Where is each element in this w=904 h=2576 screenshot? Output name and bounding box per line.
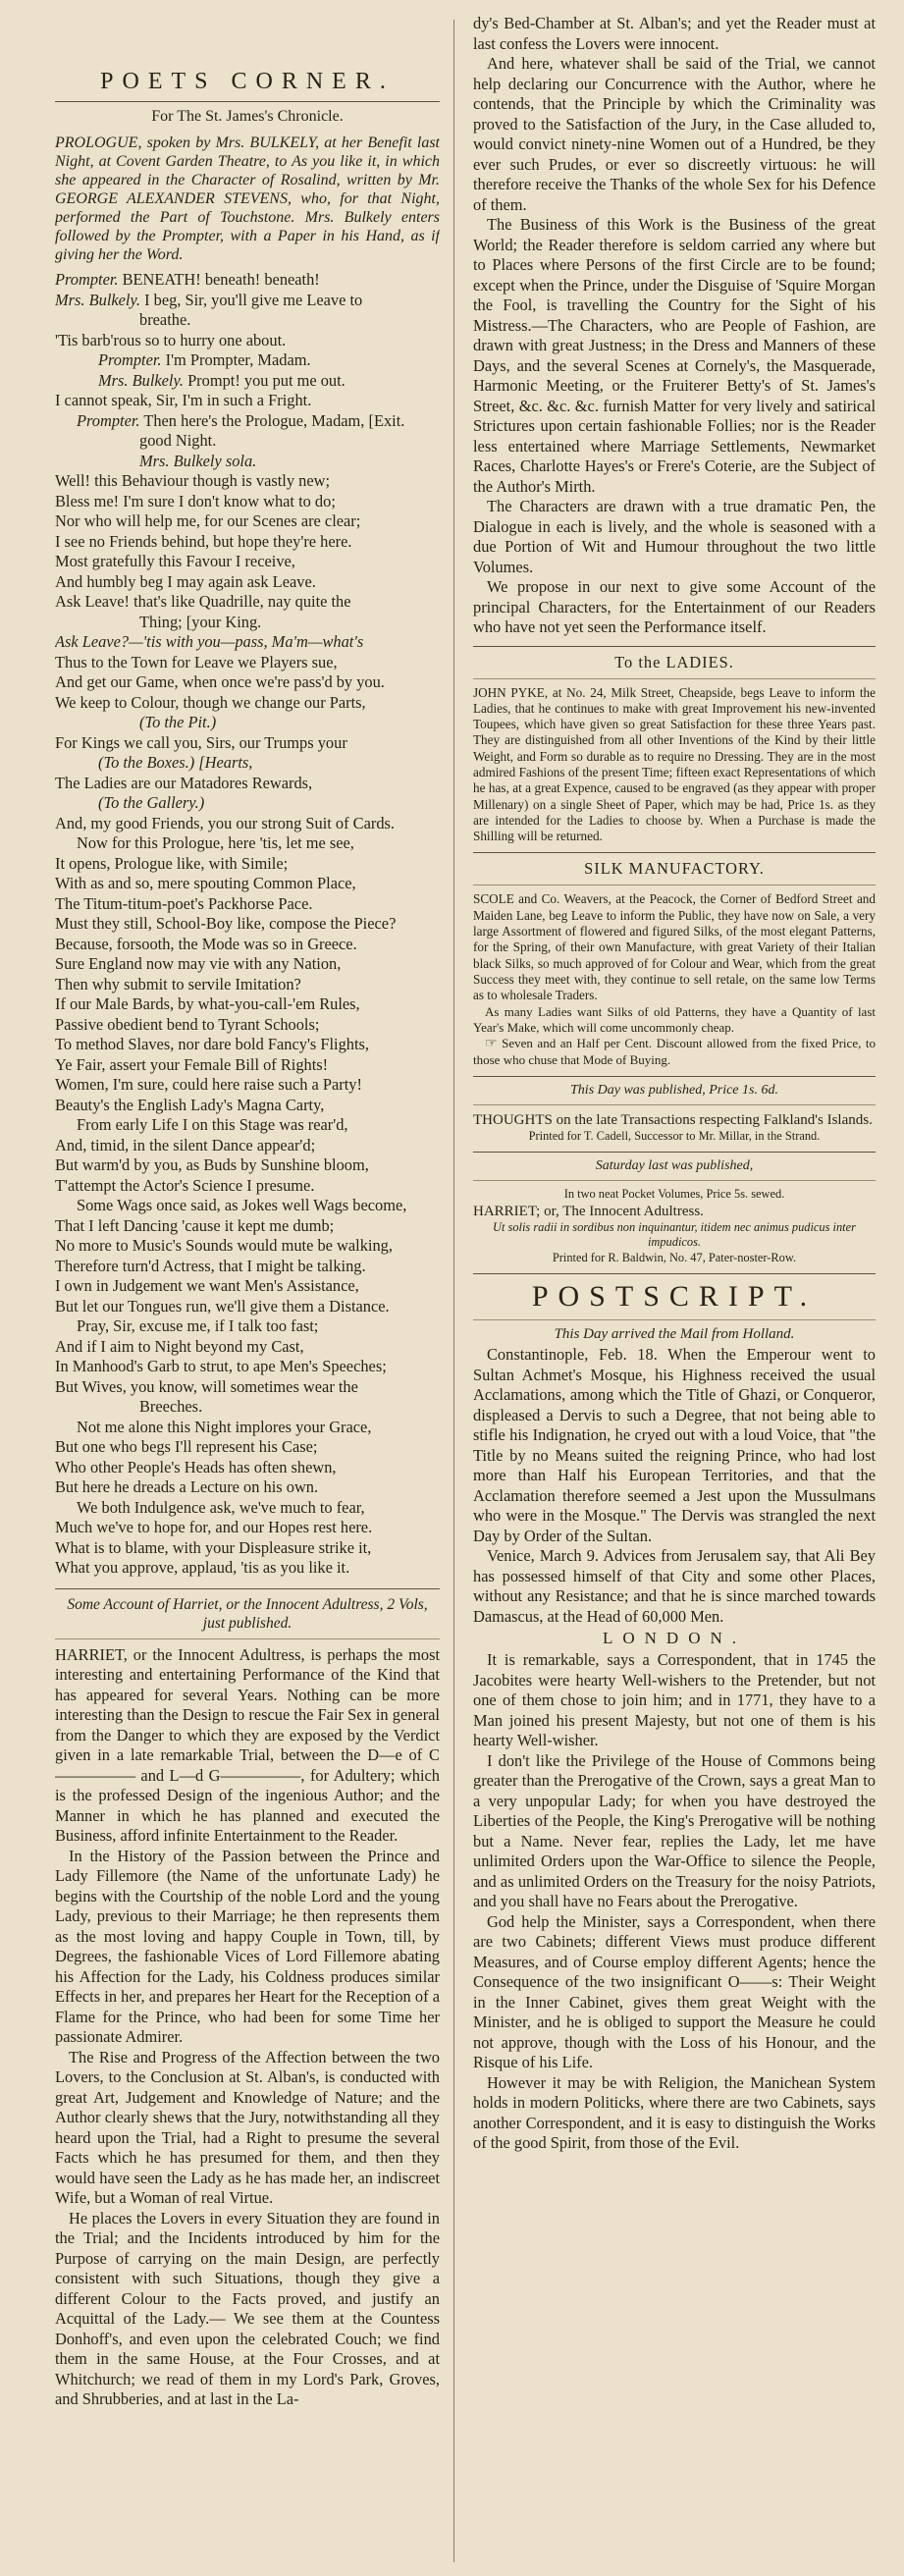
- verse-text: Some Wags once said, as Jokes well Wags become,: [77, 1196, 407, 1214]
- verse-text: To method Slaves, nor dare bold Fancy's Flights,: [55, 1035, 370, 1053]
- verse-text: Pray, Sir, excuse me, if I talk too fast;: [77, 1316, 319, 1335]
- silk-ad-discount: [473, 1036, 876, 1068]
- verse-line: [55, 672, 440, 693]
- verse-text: I'm Prompter, Madam.: [165, 350, 311, 369]
- verse-line: [55, 592, 440, 613]
- verse-text: BENEATH! beneath! beneath!: [122, 270, 320, 289]
- london-heading: LONDON.: [602, 1629, 747, 1648]
- paragraph: dy's Bed-Chamber at St. Alban's; and yet the Reader must at last confess the Lovers were innocent.: [473, 14, 876, 53]
- verse-line: [55, 874, 440, 894]
- verse-text: Most gratefully this Favour I receive,: [55, 552, 295, 570]
- verse-line: [55, 975, 440, 995]
- verse-line: [55, 1055, 440, 1076]
- paragraph: The Characters are drawn with a true dramatic Pen, the Dialogue in each is lively, and the whole is seasoned with a due Portion of Wit and Humour throughout the two little Volumes.: [473, 497, 876, 576]
- paragraph: HARRIET, or the Innocent Adultress, is perhaps the most interesting and entertaining Performance of the Kind that has appeared for several Years. Nothing can be more interesting than the Design to rescue the Fair Sex in general from the Danger to which they are exposed by the Verdict given in a late remarkable Trial, between the D—e of C————— and L—d G—————, for Adultery; which is the professed Design of the ingenious Author; and the Manner in which he has planned and executed the Business, afford infinite Entertainment to the Reader.: [55, 1644, 440, 1845]
- verse-text: (To the Boxes.) [Hearts,: [98, 753, 253, 772]
- verse-text: good Night.: [139, 431, 217, 450]
- verse-text: And, timid, in the silent Dance appear'd;: [55, 1135, 316, 1154]
- postscript-rule: [473, 1319, 876, 1320]
- verse-line: [55, 1477, 440, 1498]
- verse-text: Thus to the Town for Leave we Players sue,: [55, 652, 338, 671]
- verse-line: [55, 1397, 440, 1418]
- verse-text: Thing; [your King.: [139, 612, 262, 631]
- verse-line: [55, 1357, 440, 1377]
- verse-line: [55, 1418, 440, 1438]
- verse-line: [55, 954, 440, 975]
- harriet-published: Saturday last was published,: [595, 1158, 754, 1174]
- verse-line: [55, 653, 440, 673]
- verse-text: If our Male Bards, by what-you-call-'em Rules,: [55, 994, 360, 1013]
- verse-line: [55, 532, 440, 553]
- prologue-header: PROLOGUE, spoken by Mrs. BULKELY, at her Benefit last Night, at Covent Garden Theatre, to As you like it, in which she appeared in the Character of Rosalind, written by Mr. GEORGE ALEXANDER STEVENS, who, for that Night, performed the Part of Touchstone. Mrs. Bulkely enters followed by the Prompter, with a Paper in his Hand, as if giving her the Word.: [55, 134, 440, 263]
- section-rule: [473, 1076, 876, 1077]
- verse-line: [55, 1155, 440, 1176]
- verse-text: Passive obedient bend to Tyrant Schools;: [55, 1014, 320, 1034]
- verse-line: [55, 1257, 440, 1277]
- masthead: POETS CORNER.: [100, 69, 395, 94]
- verse-text: Prompt! you put me out.: [187, 370, 346, 390]
- review-rule: [55, 1638, 440, 1639]
- verse-text: The Titum-titum-poet's Packhorse Pace.: [55, 893, 313, 913]
- verse-text: No more to Music's Sounds would mute be walking,: [55, 1236, 393, 1255]
- speaker-name: Prompter.: [98, 350, 162, 369]
- verse-text: Mrs. Bulkely sola.: [139, 451, 257, 470]
- london-body: [473, 1650, 876, 2154]
- verse-line: [55, 1136, 440, 1156]
- verse-text: Well! this Behaviour though is vastly new;: [55, 471, 331, 490]
- paragraph: The Business of this Work is the Business of the great World; the Reader therefore is seldom carried any where but to Places where Persons of the first Circle are to be found; except when the Prince, under the Disguise of 'Squire Morgan the Fool, is travelling the Country for the Sight of his Mistress.—The Characters, who are People of Fashion, are drawn with great Justness; in the Dress and Manners of these Days, and the several Scenes at Cornely's, the Masquerade, Harmonic Meeting, or the Fruiterer Betty's of St. James's Street, &c. &c. &c. furnish Matter for very lively and satirical Strictures upon certain fashionable Follies; nor is the Reader less entertained where Marriage Settlements, Newmarket Races, Charlotte Hayes's or Frere's Coterie, are the Subject of the Author's Mirth.: [473, 215, 876, 496]
- verse-line: [55, 1236, 440, 1257]
- verse-line: [55, 331, 440, 351]
- verse-line: [55, 572, 440, 593]
- section-rule: [473, 852, 876, 853]
- verse-text: Nor who will help me, for our Scenes are clear;: [55, 511, 361, 530]
- verse-text: Then why submit to servile Imitation?: [55, 974, 301, 993]
- section-rule: [473, 646, 876, 647]
- column-divider: [453, 20, 454, 2562]
- speaker-name: Prompter.: [77, 410, 140, 430]
- verse-line: [55, 833, 440, 854]
- silk-ad-title: SILK MANUFACTORY.: [584, 859, 765, 879]
- ad-rule: [473, 885, 876, 886]
- verse-line: [55, 733, 440, 754]
- verse-line: [55, 613, 440, 633]
- verse-line: [55, 753, 440, 774]
- verse-text: But one who begs I'll represent his Case;: [55, 1437, 318, 1456]
- ladies-ad-title: To the LADIES.: [614, 652, 734, 671]
- ladies-ad-body: JOHN PYKE, at No. 24, Milk Street, Cheapside, begs Leave to inform the Ladies, that he continues to make with great Improvement his new-invented Toupees, which have given so great Satisfaction for these three Years past. They are distinguished from all other Inventions of the Kind by their little Weight, and Form so durable as to require no Dressing. They are in the most admired Fashions of the present Time; fifteen exact Representations of which he has, at a great Expence, caused to be engraved (as they appear with proper Millenary) on a single Sheet of Paper, which may be had, Price 1s. as they are intended for the Ladies to choose by. When a Purchase is made the Shilling will be returned.: [473, 684, 876, 844]
- speaker-name: Mrs. Bulkely.: [55, 290, 140, 309]
- postscript-title: POSTSCRIPT.: [531, 1280, 818, 1314]
- section-rule: [473, 1152, 876, 1153]
- falkland-published: This Day was published, Price 1s. 6d.: [570, 1082, 778, 1098]
- verse-line: [55, 552, 440, 572]
- verse-line: [55, 854, 440, 875]
- silk-ad-body: SCOLE and Co. Weavers, at the Peacock, the Corner of Bedford Street and Maiden Lane, beg Leave to inform the Public, they have now on Sale, a very large Assortment of flowered and figured Silks, of the most elegant Patterns, for the Spring, of their own Manufacture, with great Variety of their Italian black Silks, so much approved of for Colour and Wear, which from the great Success they meet with, they continue to sell retale, on the same low Terms as to wholesale Traders.: [473, 891, 876, 1003]
- verse-line: [55, 935, 440, 955]
- verse-line: [55, 1297, 440, 1317]
- review-header: Some Account of Harriet, or the Innocent Adultress, 2 Vols, just published.: [67, 1595, 428, 1632]
- verse-line: [55, 1437, 440, 1458]
- verse-text: We keep to Colour, though we change our Parts,: [55, 692, 366, 712]
- verse-text: Breeches.: [139, 1397, 203, 1416]
- verse-text: Who other People's Heads has often shewn,: [55, 1457, 337, 1476]
- verse-text: What you approve, applaud, 'tis as you like it.: [55, 1558, 350, 1577]
- verse-text: Ask Leave?—'tis with you—pass, Ma'm—what's: [55, 632, 364, 651]
- paragraph: Venice, March 9. Advices from Jerusalem say, that Ali Bey has possessed himself of that City and some other Places, without any Resistance; and that he is since marched towards Damascus, at the Head of 60,000 Men.: [473, 1546, 876, 1626]
- ad-rule: [473, 678, 876, 679]
- dedication: For The St. James's Chronicle.: [151, 108, 344, 125]
- verse-line: [55, 1176, 440, 1197]
- verse-line: [55, 894, 440, 915]
- verse-text: I beg, Sir, you'll give me Leave to: [144, 290, 363, 309]
- verse-text: Then here's the Prologue, Madam, [Exit.: [143, 410, 405, 430]
- masthead-rule: [55, 101, 440, 102]
- verse-text: Bless me! I'm sure I don't know what to do;: [55, 491, 336, 510]
- verse-line: [55, 1075, 440, 1096]
- verse-text: Therefore turn'd Actress, that I might be talking.: [55, 1256, 366, 1275]
- verse-text: With as and so, mere spouting Common Place,: [55, 874, 356, 892]
- verse-text: But here he dreads a Lecture on his own.: [55, 1477, 319, 1496]
- verse-line: [55, 1035, 440, 1055]
- verse-line: [55, 1498, 440, 1519]
- right-column: [473, 0, 876, 2576]
- verse-text: (To the Gallery.): [98, 793, 205, 812]
- postscript-body: [473, 1345, 876, 1627]
- verse-line: [55, 492, 440, 512]
- speaker-name: Mrs. Bulkely.: [98, 370, 184, 390]
- verse-line: [55, 1115, 440, 1136]
- verse-text: 'Tis barb'rous so to hurry one about.: [55, 330, 287, 349]
- speaker-name: Prompter.: [55, 270, 119, 289]
- verse-line: [55, 291, 440, 311]
- verse-line: [55, 1458, 440, 1478]
- verse-text: I see no Friends behind, but hope they're here.: [55, 531, 352, 551]
- verse-text: breathe.: [139, 310, 191, 329]
- verse-line: [55, 693, 440, 714]
- verse-text: Not me alone this Night implores your Grace,: [77, 1417, 372, 1436]
- verse-line: [55, 1337, 440, 1358]
- falkland-printer: Printed for T. Cadell, Successor to Mr. Millar, in the Strand.: [528, 1128, 821, 1143]
- verse-text: But warm'd by you, as Buds by Sunshine bloom,: [55, 1155, 369, 1174]
- paragraph: I don't like the Privilege of the House of Commons being greater than the Prerogative of the Crown, says a great Man to a very unpopular Lady; for when you have destroyed the Liberties of the People, the King's Prerogative will be nothing but a Name. Never fear, replies the Lady, let me have unlimited Orders upon the War-Office to silence the People, and as unlimited Orders on the Treasury for the noisy Patriots, and you shall have no Fears about the Prerogative.: [473, 1750, 876, 1911]
- verse-text: Ask Leave! that's like Quadrille, nay quite the: [55, 592, 351, 611]
- pointing-hand-icon: ☞: [485, 1036, 498, 1051]
- falkland-body: THOUGHTS on the late Transactions respecting Falkland's Islands.: [473, 1111, 873, 1128]
- paragraph: And here, whatever shall be said of the Trial, we cannot help declaring our Concurrence with the Author, where he contends, that the Principle by which the Criminality was proved to the Satisfaction of the Jury, in the Case alluded to, would convict ninety-nine Women out of a Hundred, be they ever such Prudes, or ever so discreetly virtuous: he will therefore receive the Thanks of the whole Sex for his Defence of them.: [473, 54, 876, 214]
- verse-text: What is to blame, with your Displeasure strike it,: [55, 1537, 372, 1557]
- verse-line: [55, 431, 440, 452]
- verse-text: And humbly beg I may again ask Leave.: [55, 571, 316, 591]
- verse-line: [55, 1096, 440, 1116]
- verse-line: [55, 713, 440, 733]
- paragraph: In the History of the Passion between the Prince and Lady Fillemore (the Name of the unfortunate Lady) he begins with the Courtship of the noble Lord and the young Lady, previous to their Marriage; he then represents them as the most loving and happy Couple in Town, till, by Degrees, the fashionable Vices of Lord Fillemore abating his Affection for the Lady, his Coldness produces similar Effects in her, and prepares her Heart for the Reception of a Flame for the Prince, who had been for some Time her passionate Admirer.: [55, 1846, 440, 2046]
- verse-text: In Manhood's Garb to strut, to ape Men's Speeches;: [55, 1357, 387, 1375]
- verse-line: [55, 994, 440, 1015]
- verse-text: I own in Judgement we want Men's Assistance,: [55, 1276, 359, 1295]
- verse-line: [55, 1518, 440, 1538]
- verse-text: Must they still, School-Boy like, compose the Piece?: [55, 914, 397, 933]
- verse-line: [55, 471, 440, 492]
- paragraph: It is remarkable, says a Correspondent, that in 1745 the Jacobites were hearty Well-wishers to the Pretender, but not one of them chose to join him; and in 1771, they have to a Man joined his present Majesty, but not one of them is his hearty Well-wisher.: [473, 1650, 876, 1750]
- verse-text: But let our Tongues run, we'll give them a Distance.: [55, 1296, 390, 1315]
- verse-line: [55, 411, 440, 432]
- verse-line: [55, 1015, 440, 1036]
- paragraph: He places the Lovers in every Situation they are found in the Trial; and the Incidents introduced by him for the Purpose of carrying on the main Design, are perfectly consistent with such Situations, though they give a different Colour to the Facts proved, and justify an Acquittal of the Lady.— We see them at the Countess Donhoff's, and even upon the celebrated Couch; we find them in the same House, at the Four Crosses, and at Whitchurch; we read of them in my Lord's Park, Groves, and Shrubberies, and at last in the La-: [55, 2208, 440, 2408]
- section-rule: [473, 1273, 876, 1274]
- verse-line: [55, 1216, 440, 1237]
- verse-line: [55, 371, 440, 392]
- verse-text: We both Indulgence ask, we've much to fear,: [77, 1497, 365, 1517]
- verse-text: That I left Dancing 'cause it kept me dumb;: [55, 1215, 335, 1235]
- verse-text: Women, I'm sure, could here raise such a Party!: [55, 1075, 362, 1094]
- section-rule: [55, 1588, 440, 1589]
- verse-line: [55, 270, 440, 291]
- verse-line: [55, 914, 440, 935]
- paragraph: The Rise and Progress of the Affection between the two Lovers, to the Conclusion at St. Alban's, is conducted with great Art, Judgement and Knowledge of Nature; and the Author clearly shews that the Jury, notwithstanding all they heard upon the Trial, had a Right to presume the several Facts which he has presumed for them, and then they would have seen the Lady as he has made her, an indiscreet Wife, but a Woman of real Virtue.: [55, 2047, 440, 2207]
- verse-line: [55, 1377, 440, 1398]
- verse-text: Much we've to hope for, and our Hopes rest here.: [55, 1518, 373, 1536]
- verse-text: Sure England now may vie with any Nation,: [55, 954, 342, 973]
- verse-text: But Wives, you know, will sometimes wear the: [55, 1376, 358, 1396]
- verse-text: Ye Fair, assert your Female Bill of Rights!: [55, 1054, 329, 1074]
- verse-line: [55, 774, 440, 794]
- harriet-body: HARRIET; or, The Innocent Adultress.: [473, 1203, 704, 1219]
- prologue-verse: [55, 270, 440, 1579]
- verse-text: Because, forsooth, the Mode was so in Greece.: [55, 934, 357, 953]
- harriet-motto: Ut solis radii in sordibus non inquinantur, itidem nec animus pudicus inter impudicos.: [493, 1219, 856, 1250]
- verse-text: And, my good Friends, you our strong Suit of Cards.: [55, 813, 396, 832]
- verse-line: [55, 793, 440, 814]
- verse-text: And get our Game, when once we're pass'd by you.: [55, 672, 385, 691]
- ad-rule: [473, 1104, 876, 1105]
- verse-text: I cannot speak, Sir, I'm in such a Fright.: [55, 391, 312, 409]
- verse-line: [55, 632, 440, 653]
- verse-text: And if I aim to Night beyond my Cast,: [55, 1336, 304, 1356]
- verse-line: [55, 350, 440, 371]
- verse-line: [55, 1196, 440, 1216]
- paragraph: Constantinople, Feb. 18. When the Emperour went to Sultan Achmet's Mosque, his Highness received the usual Acclamations, among which the Title of Ghazi, or Conqueror, displeased a Dervis to such a Degree, that not being able to stifle his Indignation, he cryed out with a loud Voice, that "the Title by no Means suited the reigning Prince, who had lost more than Half his European Territories, and that the Acclamation therefore seemed a Jest upon the Mussulmans who were in the Mosque." The Dervis was strangled the next Day by Order of the Sultan.: [473, 1345, 876, 1545]
- mail-arrival: This Day arrived the Mail from Holland.: [554, 1326, 795, 1343]
- verse-text: (To the Pit.): [139, 713, 217, 731]
- verse-line: [55, 1276, 440, 1297]
- verse-text: For Kings we call you, Sirs, our Trumps your: [55, 732, 347, 752]
- left-column: [55, 0, 440, 2576]
- review-continued: [473, 14, 876, 638]
- paragraph: God help the Minister, says a Correspondent, when there are two Cabinets; different Views must produce different Measures, and of Course employ different Agents; hence the Consequence of the two insignificant O——s: Their Weight in the Inner Cabinet, gives them great Weight with the Minister, and he is obliged to support the Measure he could not approve, though with the Loss of his Honour, and the Risque of his Life.: [473, 1911, 876, 2072]
- silk-ad-note: As many Ladies want Silks of old Patterns, they have a Quantity of last Year's Make, which will come uncommonly cheap.: [473, 1003, 876, 1035]
- verse-line: [55, 1538, 440, 1559]
- ad-rule: [473, 1180, 876, 1181]
- verse-text: It opens, Prologue like, with Simile;: [55, 853, 289, 873]
- verse-text: From early Life I on this Stage was rear'd,: [77, 1115, 348, 1134]
- harriet-sub: In two neat Pocket Volumes, Price 5s. sewed.: [563, 1187, 785, 1202]
- verse-line: [55, 452, 440, 472]
- verse-text: Beauty's the English Lady's Magna Carty,: [55, 1095, 325, 1114]
- paragraph: However it may be with Religion, the Manichean System holds in modern Politicks, where there are two Cabinets, says another Correspondent, and it is easy to distinguish the Works of the good Spirit, from those of the Evil.: [473, 2072, 876, 2153]
- verse-line: [55, 1558, 440, 1579]
- paragraph: We propose in our next to give some Account of the principal Characters, for the Entertainment of our Readers who have not yet seen the Performance itself.: [473, 577, 876, 636]
- verse-line: [55, 1316, 440, 1337]
- verse-line: [55, 391, 440, 411]
- verse-line: [55, 310, 440, 331]
- silk-ad-discount-text: Seven and an Half per Cent. Discount allowed from the fixed Price, to those who chuse that Mode of Buying.: [473, 1035, 876, 1067]
- harriet-printer: Printed for R. Baldwin, No. 47, Pater-noster-Row.: [552, 1250, 797, 1264]
- verse-text: T'attempt the Actor's Science I presume.: [55, 1175, 315, 1195]
- verse-text: Now for this Prologue, here 'tis, let me see,: [77, 833, 354, 852]
- verse-line: [55, 511, 440, 532]
- verse-text: The Ladies are our Matadores Rewards,: [55, 773, 313, 792]
- review-body: [55, 1645, 440, 2410]
- verse-line: [55, 814, 440, 834]
